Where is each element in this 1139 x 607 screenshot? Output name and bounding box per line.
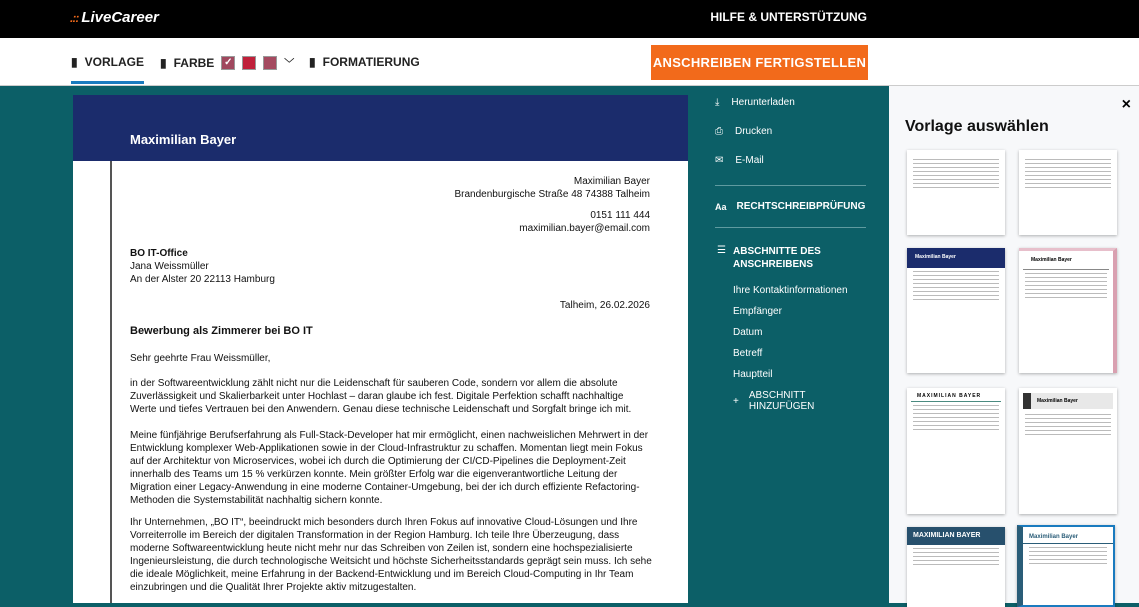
sender-block[interactable]	[455, 175, 651, 235]
recipient-block[interactable]	[130, 247, 652, 286]
letter-date[interactable]: Talheim, 26.02.2026	[559, 300, 650, 311]
thumb-name: Maximilian Bayer	[1023, 527, 1113, 544]
thumb-name: Maximilian Bayer	[1023, 393, 1113, 409]
template-panel	[889, 86, 1139, 603]
download-button[interactable]	[715, 97, 795, 108]
recipient-name: Jana Weissmüller	[130, 261, 209, 272]
formatting-icon: ▮	[309, 55, 316, 69]
template-thumbnail[interactable]	[1019, 150, 1117, 235]
paint-icon: ▮	[160, 55, 167, 70]
email-button[interactable]	[715, 155, 764, 166]
chevron-down-icon[interactable]: ﹀	[284, 59, 295, 70]
section-link-recipient[interactable]: Empfänger	[733, 306, 782, 317]
template-thumbnail-selected[interactable]	[1017, 525, 1115, 607]
email-label: E-Mail	[735, 155, 764, 166]
letter-salutation[interactable]: Sehr geehrte Frau Weissmüller,	[130, 353, 271, 364]
color-swatch-selected[interactable]: ✓	[221, 56, 235, 70]
sender-address: Brandenburgische Straße 48 74388 Talheim	[454, 189, 650, 200]
section-link-body[interactable]: Hauptteil	[733, 369, 773, 380]
panel-title: Vorlage auswählen	[905, 118, 1049, 135]
livecareer-logo[interactable]	[70, 9, 159, 26]
section-link-contact[interactable]: Ihre Kontaktinformationen	[733, 285, 848, 296]
color-swatch[interactable]	[242, 56, 256, 70]
letter-subject[interactable]: Bewerbung als Zimmerer bei BO IT	[130, 325, 313, 337]
divider	[715, 227, 866, 228]
sender-phone: 0151 111 444	[590, 210, 650, 221]
list-icon: ☰	[717, 245, 726, 256]
sender-email: maximilian.bayer@email.com	[519, 223, 650, 234]
logo-dots-icon: .::	[70, 10, 79, 25]
recipient-address: An der Alster 20 22113 Hamburg	[130, 274, 275, 285]
tab-formatting[interactable]	[309, 55, 420, 69]
tab-color-label: FARBE	[173, 55, 215, 70]
envelope-icon: ✉	[715, 155, 724, 166]
download-label: Herunterladen	[731, 97, 795, 108]
letter-document[interactable]	[73, 95, 688, 603]
thumb-name: MAXIMILIAN BAYER	[907, 527, 1005, 545]
spellcheck-label: RECHTSCHREIBPRÜFUNG	[736, 201, 866, 212]
printer-icon: ⎙	[715, 126, 723, 137]
template-thumbnail[interactable]	[907, 527, 1005, 607]
sender-name: Maximilian Bayer	[573, 176, 650, 187]
color-swatch[interactable]	[263, 56, 277, 70]
plus-icon: +	[733, 395, 739, 407]
top-bar	[0, 0, 1139, 38]
tab-template[interactable]	[71, 55, 144, 84]
section-link-date[interactable]: Datum	[733, 327, 763, 338]
tab-formatting-label: FORMATIERUNG	[322, 55, 420, 69]
thumb-name: Maximilian Bayer	[907, 248, 1005, 268]
thumb-name: MAXIMILIAN BAYER	[911, 388, 1001, 402]
letter-paragraph[interactable]: Ihr Unternehmen, „BO IT“, beeindruckt mich besonders durch Ihren Fokus auf innovative Cloud-Lösungen und Ihre Vorreiterrolle im Bereich der digitalen Transformation in der Region Hamburg. Ich teile Ihre Überzeugung, dass moderne Softwareentwicklung heute nicht mehr nur das Schreiben von Zeilen ist, sondern eine hochspezialisierte Ingenieursleistung, die durch technologische Weitsicht und höchste Sicherheitsstandards geprägt sein muss. Ich sehe die ideale Möglichkeit, meine Erfahrung in der Backend-Entwicklung und im Bereich Cloud-Computing in Ihr Team einzubringen und die Qualität Ihrer Projekte aktiv mitzugestalten.	[130, 517, 652, 593]
accent-line	[110, 161, 112, 603]
divider	[715, 185, 866, 186]
toolbar	[0, 38, 1139, 86]
tab-color[interactable]	[160, 55, 294, 70]
finish-letter-button[interactable]: ANSCHREIBEN FERTIGSTELLEN	[651, 45, 868, 80]
letter-header	[73, 95, 688, 161]
document-icon: ▮	[71, 55, 78, 69]
template-thumbnail[interactable]	[1019, 248, 1117, 373]
section-link-subject[interactable]: Betreff	[733, 348, 763, 359]
help-link[interactable]: HILFE & UNTERSTÜTZUNG	[710, 10, 867, 24]
add-section-label: ABSCHNITT HINZUFÜGEN	[748, 390, 815, 412]
spellcheck-icon: Aa	[715, 201, 727, 212]
add-section-button[interactable]	[733, 390, 870, 412]
spellcheck-button[interactable]	[715, 201, 865, 212]
download-icon: ⤓	[715, 97, 720, 108]
sections-title: ABSCHNITTE DES ANSCHREIBENS	[733, 246, 821, 270]
template-thumbnail[interactable]	[907, 150, 1005, 235]
tab-template-label: VORLAGE	[84, 55, 144, 69]
template-thumbnail[interactable]	[907, 388, 1005, 514]
print-label: Drucken	[735, 126, 773, 137]
close-icon[interactable]: ×	[1121, 96, 1131, 113]
template-thumbnail[interactable]	[907, 248, 1005, 373]
letter-paragraph[interactable]: Meine fünfjährige Berufserfahrung als Full-Stack-Developer hat mir ermöglicht, einen nachweislichen Mehrwert in der Entwicklung komplexer Web-Applikationen sowie in der Cloud-Infrastruktur zu schaffen. Momentan liegt mein Fokus auf der Architektur von Microservices, wobei ich durch die Optimierung der CI/CD-Pipelines die Deployment-Zeit innerhalb des Teams um 15 % verkürzen konnte. Mein größter Erfolg war die eigenverantwortliche Leitung der Migration einer Legacy-Anwendung in eine moderne Container-Umgebung, bei der ich durch effiziente Refactoring-Methoden die Systemstabilität nachhaltig sichern konnte.	[130, 430, 649, 506]
thumb-name: Maximilian Bayer	[1023, 251, 1109, 270]
template-thumbnail[interactable]	[1019, 388, 1117, 514]
letter-name: Maximilian Bayer	[130, 132, 237, 147]
print-button[interactable]	[715, 126, 772, 137]
recipient-company: BO IT-Office	[130, 248, 188, 259]
letter-paragraph[interactable]: in der Softwareentwicklung zählt nicht nur die Leidenschaft für sauberen Code, sondern vor allem die absolute Zuverlässigkeit und Skalierbarkeit unter Hochlast – daran glaube ich fest. Digitale Perfektion schafft nachhaltige Werte und tiefes Vertrauen bei den Anwendern. Genau diese technische Leidenschaft und Sorgfalt bringe ich mit.	[130, 378, 632, 415]
logo-text: LiveCareer	[81, 9, 159, 26]
